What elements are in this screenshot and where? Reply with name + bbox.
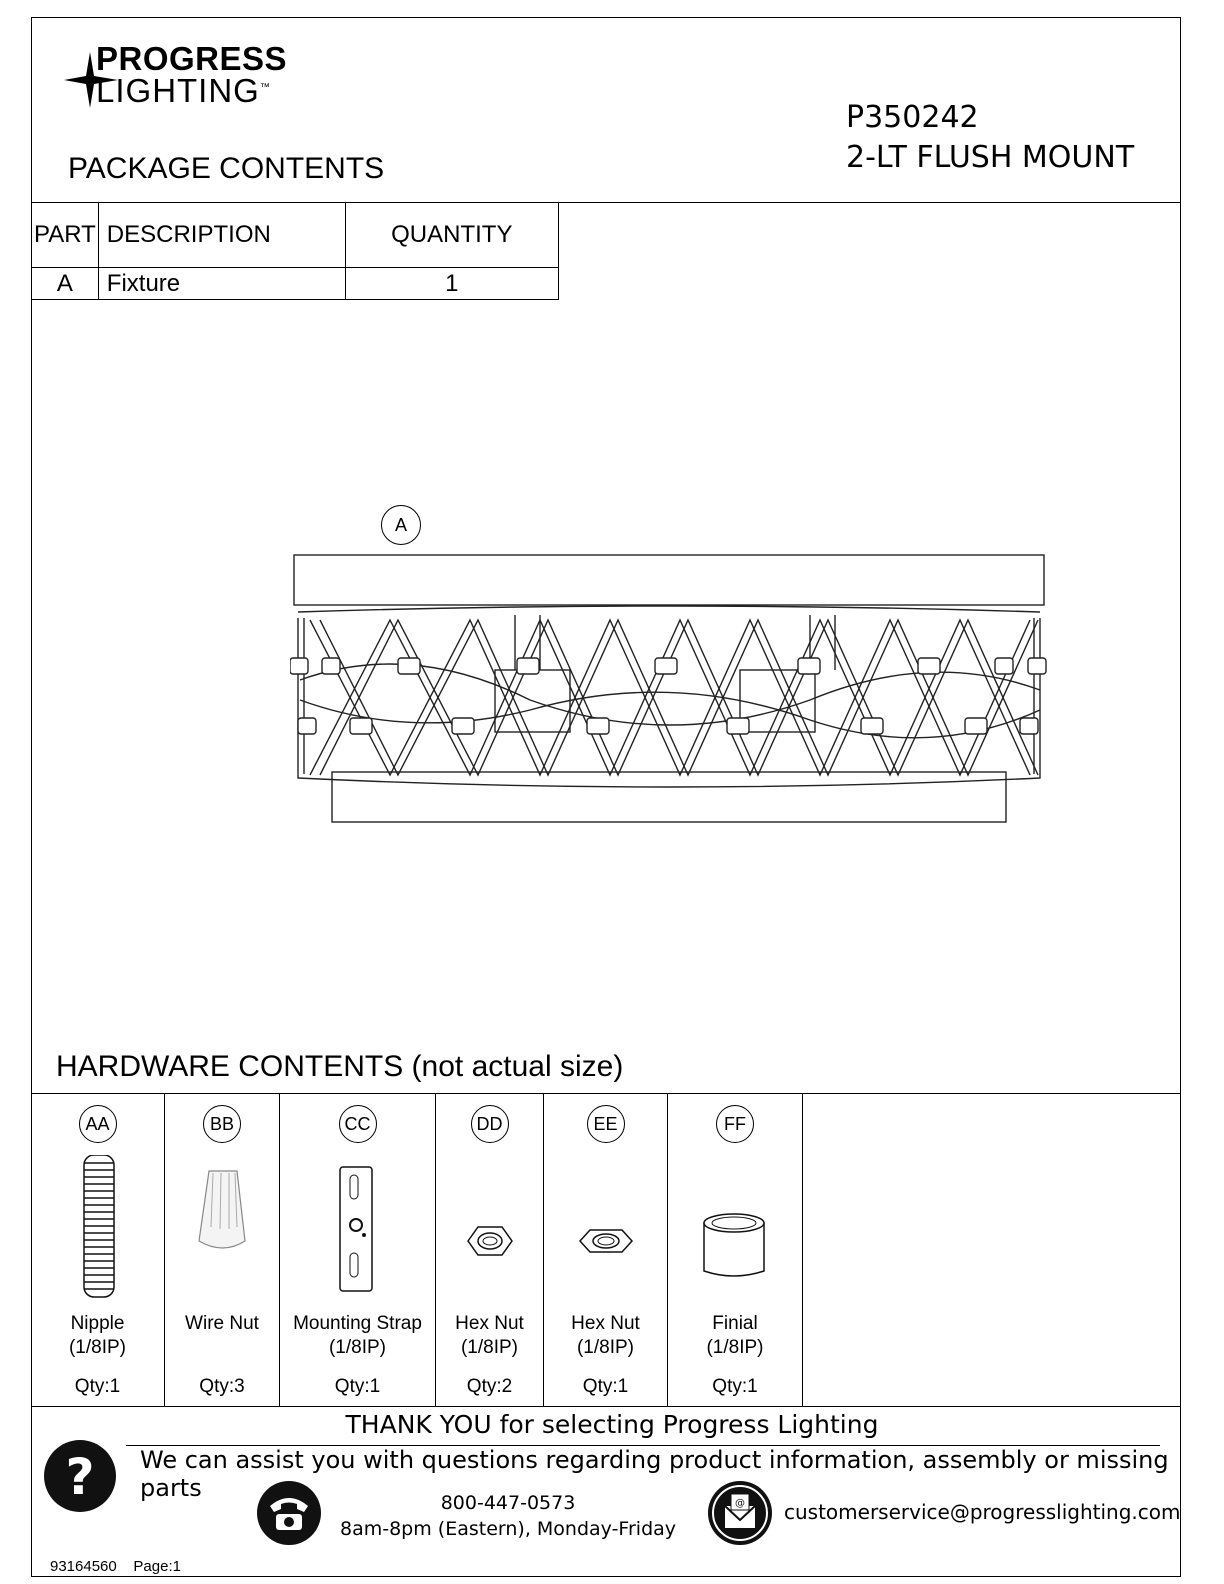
wire-nut-icon [165, 1155, 279, 1305]
assist-text: We can assist you with questions regarding product information, assembly or missing parts [140, 1446, 1169, 1502]
callout-ee: EE [587, 1105, 625, 1143]
parts-table [31, 202, 559, 300]
hardware-qty: Qty:1 [712, 1376, 758, 1397]
thank-you-text: THANK YOU for selecting Progress Lighting [345, 1410, 879, 1439]
table-row [32, 268, 559, 300]
callout-ff: FF [716, 1105, 754, 1143]
cell-quantity: 1 [345, 268, 558, 300]
document-footer: 93164560 Page:1 [50, 1558, 181, 1575]
hardware-name: Hex Nut (1/8IP) [571, 1313, 640, 1358]
hardware-item-aa [31, 1093, 165, 1406]
hardware-name: Wire Nut [185, 1313, 259, 1334]
hardware-item-bb [165, 1093, 280, 1406]
hex-nut-icon [544, 1155, 667, 1305]
model-name: 2-LT FLUSH MOUNT [846, 140, 1135, 175]
fixture-drawing-icon [290, 550, 1060, 830]
email-address[interactable]: customerservice@progresslighting.com [784, 1500, 1181, 1524]
svg-text:@: @ [735, 1498, 745, 1509]
model-info [846, 98, 1134, 178]
brand-line2: LIGHTING™ [96, 72, 271, 109]
phone-hours: 8am-8pm (Eastern), Monday-Friday [340, 1518, 677, 1540]
package-contents-title: PACKAGE CONTENTS [68, 152, 385, 185]
hardware-list [31, 1093, 803, 1406]
hex-nut-icon [436, 1155, 543, 1305]
phone-info [340, 1490, 676, 1542]
telephone-icon [256, 1480, 322, 1546]
help-question-icon [42, 1438, 118, 1514]
hardware-contents-title: HARDWARE CONTENTS (not actual size) [56, 1050, 624, 1083]
callout-dd: DD [471, 1105, 509, 1143]
hardware-name: Finial (1/8IP) [706, 1313, 764, 1358]
svg-text:?: ? [65, 1448, 95, 1506]
hardware-qty: Qty:2 [466, 1376, 513, 1397]
header-quantity: QUANTITY [345, 203, 558, 268]
cell-description: Fixture [98, 268, 345, 300]
threaded-nipple-icon [31, 1155, 164, 1305]
hardware-qty: Qty:3 [199, 1376, 245, 1397]
callout-cc: CC [339, 1105, 377, 1143]
finial-icon [668, 1155, 802, 1305]
hardware-name: Hex Nut (1/8IP) [455, 1313, 524, 1358]
hardware-qty: Qty:1 [74, 1376, 121, 1397]
hardware-name: Mounting Strap (1/8IP) [293, 1313, 422, 1358]
header-description: DESCRIPTION [98, 203, 345, 268]
model-number: P350242 [846, 100, 979, 135]
phone-number[interactable]: 800-447-0573 [440, 1492, 576, 1514]
cell-part: A [32, 268, 99, 300]
brand-logo [62, 40, 312, 112]
mounting-strap-icon [280, 1155, 435, 1305]
hardware-item-dd [436, 1093, 544, 1406]
email-icon [707, 1480, 773, 1546]
brand-line1: PROGRESS [96, 40, 288, 77]
callout-aa: AA [79, 1105, 117, 1143]
hardware-item-ff [668, 1093, 803, 1406]
fixture-callout: A [381, 505, 421, 545]
callout-bb: BB [203, 1105, 241, 1143]
header-part: PART [32, 203, 99, 268]
hardware-item-cc [280, 1093, 436, 1406]
hardware-qty: Qty:1 [334, 1376, 381, 1397]
hardware-name: Nipple (1/8IP) [68, 1313, 127, 1358]
hardware-qty: Qty:1 [582, 1376, 629, 1397]
hardware-item-ee [544, 1093, 668, 1406]
divider [31, 1406, 1181, 1407]
